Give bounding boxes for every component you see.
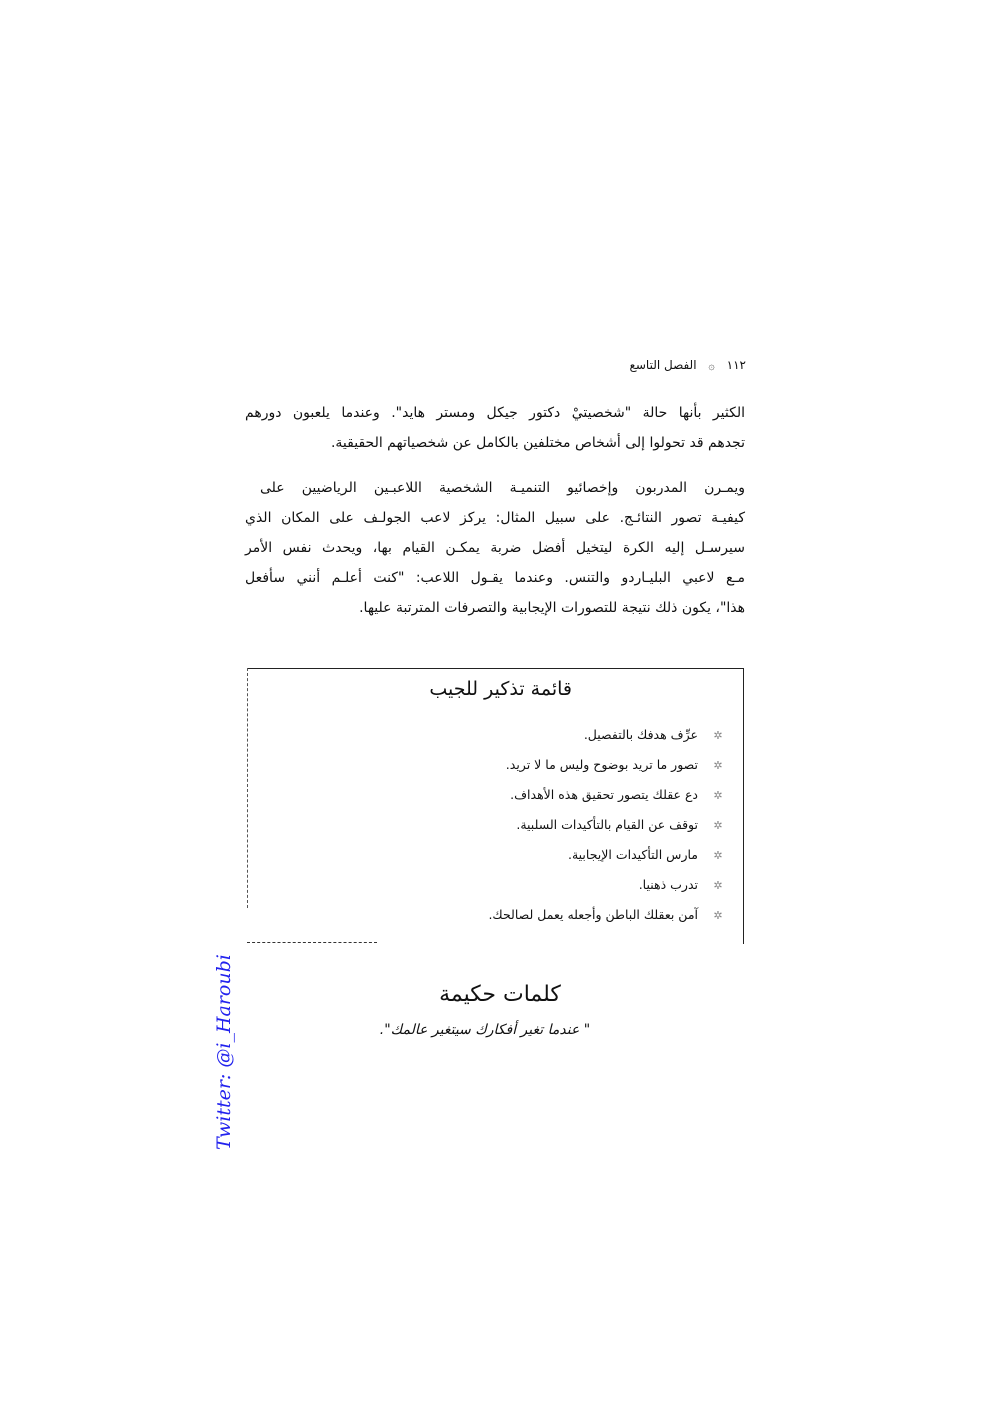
- ornament-bullet-icon: ✲: [713, 878, 723, 892]
- item-text: دع عقلك يتصور تحقيق هذه الأهداف.: [510, 787, 698, 802]
- ornament-bullet-icon: ✲: [713, 788, 723, 802]
- ornament-bullet-icon: ✲: [713, 818, 723, 832]
- text-line: سيرسـل إليه الكرة ليتخيل أفضل ضربة يمكـن القيام بها، ويحدث نفس الأمر: [245, 540, 745, 556]
- ornament-bullet-icon: ✲: [713, 908, 723, 922]
- item-text: عرِّف هدفك بالتفصيل.: [583, 727, 698, 742]
- checklist-item: [506, 757, 724, 772]
- text-line: تجدهم قد تحولوا إلى أشخاص مختلفين بالكامل عن شخصياتهم الحقيقية.: [330, 435, 745, 451]
- ornament-icon: ۞: [708, 359, 715, 372]
- checklist-item: [516, 817, 724, 832]
- box-border: [247, 668, 248, 908]
- item-text: آمن بعقلك الباطن وأجعله يعمل لصالحك.: [488, 907, 698, 922]
- checklist-item: [510, 787, 724, 802]
- ornament-bullet-icon: ✲: [713, 728, 723, 742]
- wise-words-quote: " عندما تغير أفكارك سيتغير عالمك".: [379, 1022, 591, 1038]
- checklist-item: [488, 907, 724, 922]
- text-line: الكثير بأنها حالة "شخصيتيْ دكتور جيكل ومستر هايد". وعندما يلعبون دورهم: [245, 405, 745, 421]
- chapter-title: الفصل التاسع: [629, 358, 697, 372]
- text-line: ويمـرن المدربون وإخصائيو التنميـة الشخصية اللاعبـين الرياضيين على: [260, 480, 745, 496]
- checklist-item: [584, 727, 724, 742]
- box-border: [247, 942, 377, 943]
- running-header: [560, 358, 746, 372]
- checklist-item: [639, 877, 724, 892]
- ornament-bullet-icon: ✲: [713, 758, 723, 772]
- checklist-item: [568, 847, 724, 862]
- checklist-box: [247, 668, 744, 944]
- ornament-bullet-icon: ✲: [713, 848, 723, 862]
- page-number: ١١٢: [726, 358, 746, 372]
- item-text: تصور ما تريد بوضوح وليس ما لا تريد.: [505, 757, 698, 772]
- text-line: مـع لاعبي البليـاردو والتنس. وعندما يقـول اللاعب: "كنت أعلـم أنني سأفعل: [245, 570, 745, 586]
- watermark: Twitter: @i_Haroubi: [213, 954, 235, 1150]
- item-text: توقف عن القيام بالتأكيدات السلبية.: [516, 817, 698, 832]
- checklist-title: قائمة تذكير للجيب: [429, 678, 572, 700]
- item-text: تدرب ذهنيا.: [638, 877, 698, 892]
- wise-words-title: كلمات حكيمة: [439, 982, 561, 1007]
- text-line: كيفيـة تصور النتائـج. على سبيل المثال: يركز لاعب الجولـف على المكان الذي: [245, 510, 745, 526]
- item-text: مارس التأكيدات الإيجابية.: [567, 847, 698, 862]
- text-line: هذا"، يكون ذلك نتيجة للتصورات الإيجابية والتصرفات المترتبة عليها.: [359, 600, 745, 616]
